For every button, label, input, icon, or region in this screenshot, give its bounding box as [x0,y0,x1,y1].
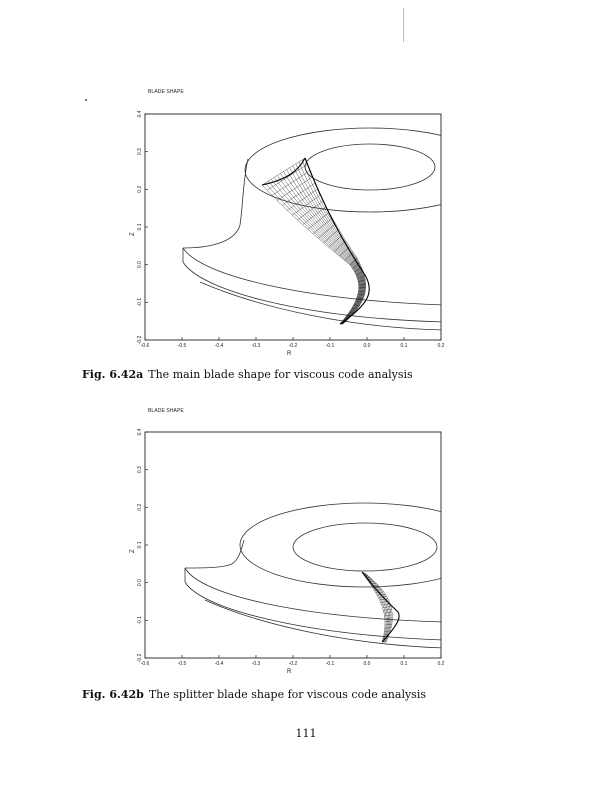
y-tick-label: -0.1 [137,298,143,307]
x-tick-label: 0.2 [437,661,445,667]
x-tick-label: -0.6 [140,343,150,349]
y-tick-label: 0.0 [137,261,143,269]
y-tick-label: 0.0 [137,579,143,587]
x-tick-label: -0.1 [325,343,335,349]
x-tick-label: -0.5 [177,343,187,349]
splitter-blade-mesh-line [365,573,390,642]
x-tick-label: -0.3 [251,343,261,349]
y-tick-label: -0.1 [137,616,143,625]
splitter-blade-leading-edge [362,572,399,642]
splitter-blade-mesh [362,572,392,642]
y-tick-label: 0.3 [137,148,143,156]
y-tick-label: 0.4 [137,110,143,118]
page-number: 111 [295,727,317,740]
y-tick-label: 0.4 [137,428,143,436]
y-axis-label: Z [130,549,136,553]
x-tick-label: -0.1 [325,661,335,667]
splitter-blade-mesh-line [363,572,387,642]
x-axis-ticks [141,655,445,667]
x-tick-label: -0.5 [177,661,187,667]
y-tick-label: 0.3 [137,466,143,474]
figure-label: Fig. 6.42b [82,688,144,701]
y-tick-label: 0.2 [137,503,143,511]
x-tick-label: -0.6 [140,661,150,667]
y-tick-label: 0.1 [137,541,143,549]
x-tick-label: 0.0 [363,343,371,349]
figure-label: Fig. 6.42a [82,368,144,381]
x-axis-label: R [287,351,292,357]
plot-title: BLADE SHAPE [148,89,184,95]
x-tick-label: -0.2 [288,661,298,667]
x-tick-label: 0.0 [363,661,371,667]
x-tick-label: 0.1 [400,343,408,349]
x-axis-label: R [287,669,292,675]
figure-caption [82,688,426,701]
figure-caption-text: The splitter blade shape for viscous code analysis [148,688,426,701]
x-tick-label: 0.1 [400,661,408,667]
impeller-geometry [185,503,490,648]
plot-title: BLADE SHAPE [148,408,184,414]
figure-caption-text: The main blade shape for viscous code analysis [148,368,413,381]
y-tick-label: -0.2 [137,653,143,663]
y-axis-ticks [137,428,148,662]
x-tick-label: 0.2 [437,343,445,349]
y-tick-label: -0.2 [137,335,143,345]
x-tick-label: -0.4 [214,343,224,349]
y-tick-label: 0.2 [137,185,143,193]
x-tick-label: -0.4 [214,661,224,667]
x-tick-label: -0.2 [288,343,298,349]
y-axis-label: Z [130,232,136,236]
y-tick-label: 0.1 [137,223,143,231]
x-tick-label: -0.3 [251,661,261,667]
